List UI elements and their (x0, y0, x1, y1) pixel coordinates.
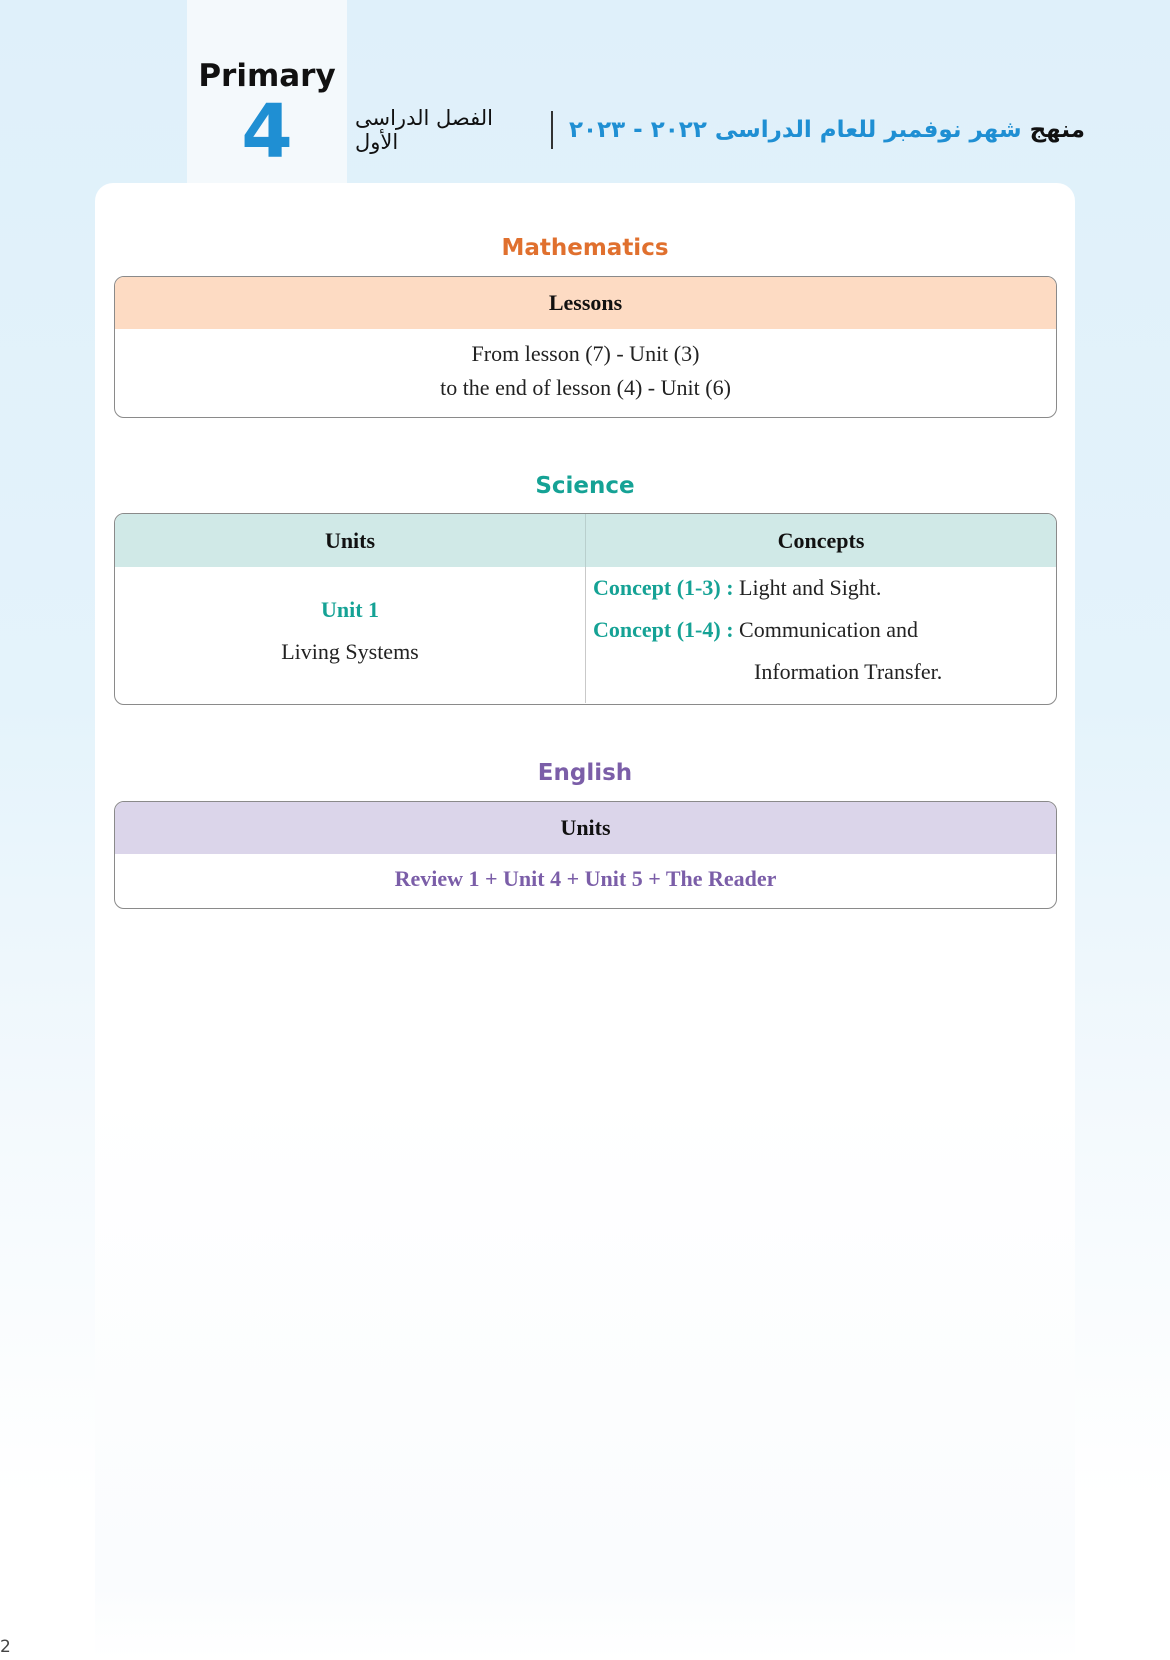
grade-label: Primary (198, 58, 336, 94)
science-table-body (115, 567, 1056, 703)
science-concepts-cell (586, 567, 1056, 703)
concept-row (593, 575, 881, 601)
science-concepts-header: Concepts (777, 527, 865, 553)
concept-label: Concept (1-4) : (593, 617, 734, 642)
science-unit-name: Living Systems (281, 639, 419, 664)
grade-badge (187, 0, 347, 185)
concept-row (593, 617, 918, 643)
science-title: Science (535, 473, 635, 499)
concept-text: Communication and (739, 617, 919, 642)
science-unit-label: Unit 1 (320, 597, 380, 622)
science-table-header (115, 514, 1056, 567)
english-table (114, 801, 1057, 909)
semester-label: الفصل الدراسى الأول (355, 106, 493, 154)
page-title (569, 117, 1085, 143)
science-units-cell (115, 567, 586, 703)
page-number: 2 (0, 1637, 11, 1657)
concept-continuation: Information Transfer. (754, 659, 943, 684)
math-table-body (115, 329, 1056, 405)
math-title: Mathematics (501, 235, 669, 261)
math-line-1: From lesson (7) - Unit (3) (471, 341, 700, 366)
page-header (355, 108, 1085, 152)
english-content: Review 1 + Unit 4 + Unit 5 + The Reader (394, 866, 777, 891)
science-table (114, 513, 1057, 705)
english-title: English (537, 760, 633, 786)
title-prefix: منهج (1029, 117, 1085, 143)
grade-number: 4 (241, 89, 293, 175)
science-units-header: Units (115, 514, 586, 567)
math-line-2: to the end of lesson (4) - Unit (6) (440, 375, 731, 400)
english-table-header: Units (115, 802, 1056, 854)
header-divider (551, 111, 553, 149)
concept-text: Light and Sight. (739, 575, 882, 600)
math-table-header: Lessons (115, 277, 1056, 329)
concept-label: Concept (1-3) : (593, 575, 734, 600)
math-table (114, 276, 1057, 418)
content-card (95, 183, 1075, 1660)
title-main: شهر نوفمبر للعام الدراسى ٢٠٢٢ - ٢٠٢٣ (569, 117, 1022, 143)
